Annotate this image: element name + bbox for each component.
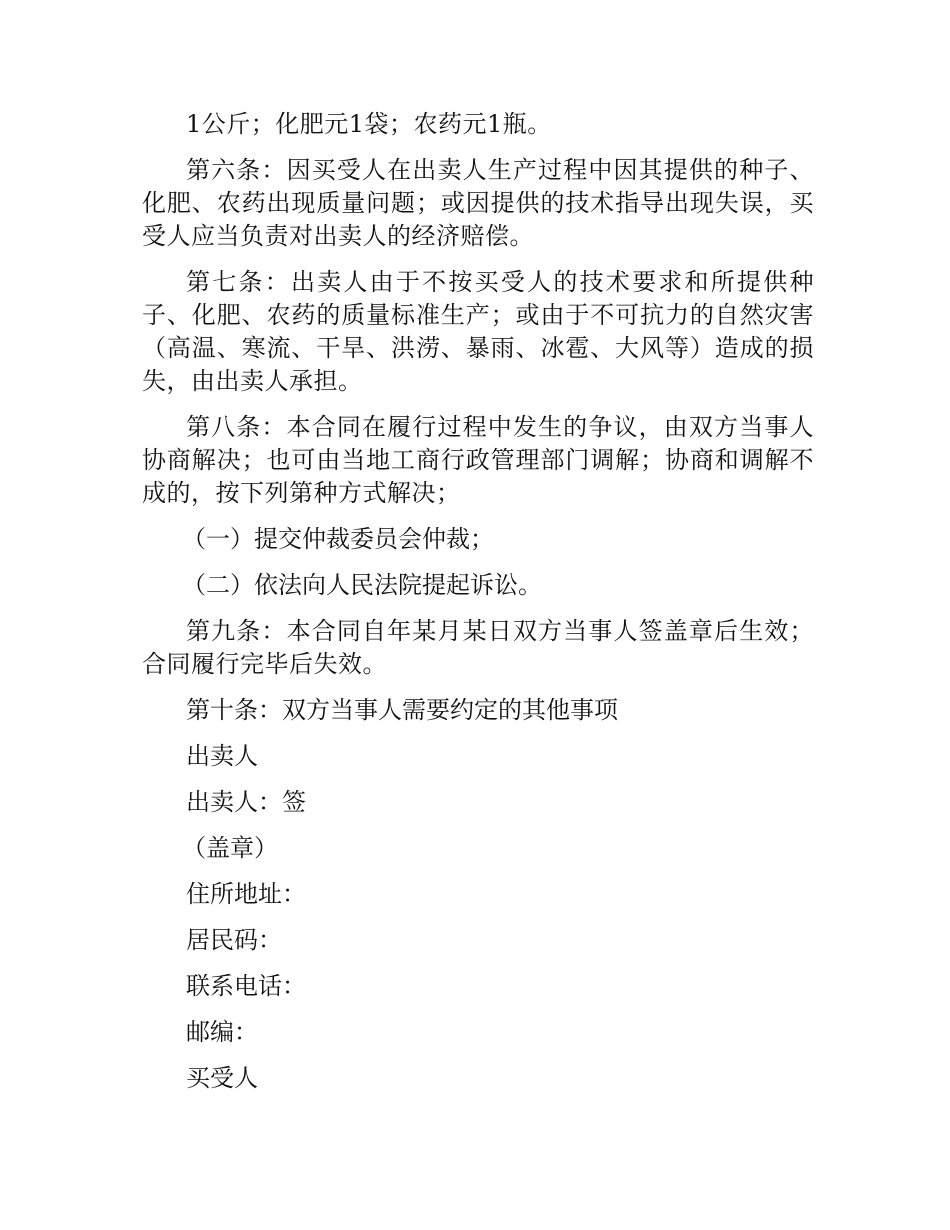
seller-signature-field: 出卖人：签 [186, 788, 306, 816]
article-10: 第十条：双方当事人需要约定的其他事项 [186, 696, 618, 724]
address-field: 住所地址： [186, 880, 306, 908]
buyer-heading: 买受人 [186, 1064, 258, 1092]
seal-label: （盖章） [182, 834, 278, 862]
document-body [142, 108, 814, 1108]
id-code-field: 居民码： [186, 926, 282, 954]
article-8: 第八条：本合同在履行过程中发生的争议，由双方当事人协商解决；也可由当地工商行政管理部门调解；协商和调解不成的，按下列第种方式解决； [142, 413, 814, 507]
seller-heading: 出卖人 [186, 742, 258, 770]
article-7: 第七条：出卖人由于不按买受人的技术要求和所提供种子、化肥、农药的质量标准生产；或由于不可抗力的自然灾害（高温、寒流、干旱、洪涝、暴雨、冰雹、大风等）造成的损失，由出卖人承担。 [142, 268, 814, 395]
phone-field: 联系电话： [186, 972, 306, 1000]
article-9: 第九条：本合同自年某月某日双方当事人签盖章后生效；合同履行完毕后失效。 [142, 617, 814, 678]
paragraph-continuation: 1公斤；化肥元1袋；农药元1瓶。 [186, 110, 552, 138]
option-arbitration: （一）提交仲裁委员会仲裁； [182, 525, 494, 553]
option-litigation: （二）依法向人民法院提起诉讼。 [182, 571, 542, 599]
article-6: 第六条：因买受人在出卖人生产过程中因其提供的种子、化肥、农药出现质量问题；或因提供的技术指导出现失误，买受人应当负责对出卖人的经济赔偿。 [142, 156, 814, 250]
postcode-field: 邮编： [186, 1018, 258, 1046]
